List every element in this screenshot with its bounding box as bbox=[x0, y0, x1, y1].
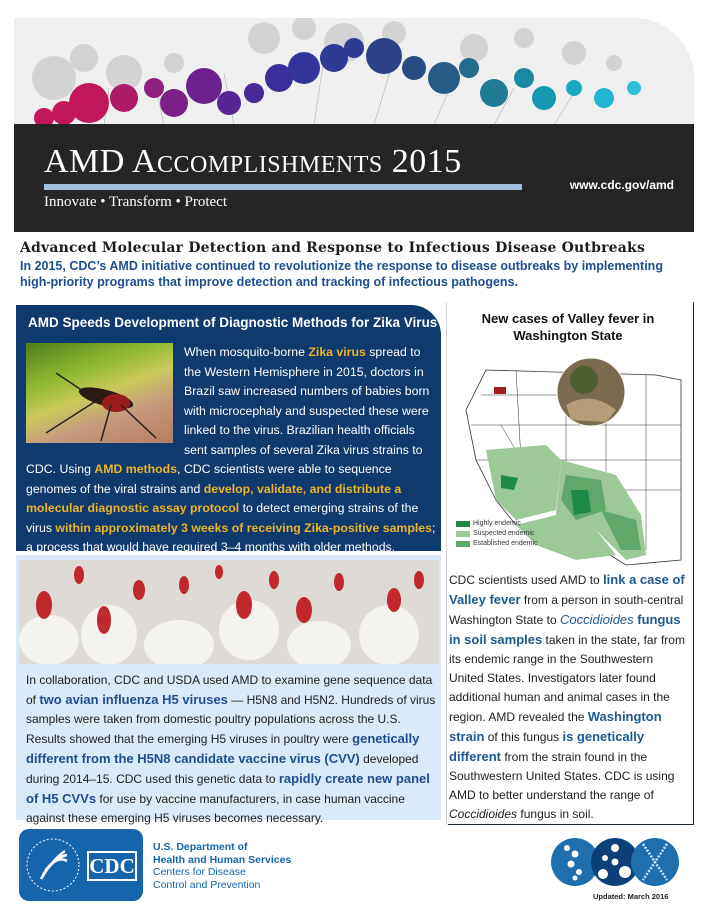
agency-name: U.S. Department of Health and Human Services Centers for Disease Control and Prevention bbox=[153, 841, 292, 891]
highlight-3-weeks: within approximately 3 weeks of receiving Zika-positive samples bbox=[55, 520, 432, 535]
section-headline: Advanced Molecular Detection and Response to Infectious Disease Outbreaks bbox=[20, 240, 646, 256]
highlight-is-genetically-different: is genetically different bbox=[449, 729, 645, 764]
site-url-link[interactable]: www.cdc.gov/amd bbox=[569, 178, 674, 192]
highlight-assay-protocol: develop, validate, and distribute a molecular diagnostic assay protocol bbox=[26, 481, 402, 515]
highlight-soil-samples: fungus in soil samples bbox=[449, 612, 681, 647]
valley-fever-title: New cases of Valley fever in Washington State bbox=[481, 311, 655, 343]
hhs-cdc-logo[interactable] bbox=[19, 829, 143, 901]
avian-flu-body-text: In collaboration, CDC and USDA used AMD to examine gene sequence data of two avian influenza H5 viruses — H5N8 and H5N2. Hundreds of virus samples were taken from domestic poultry populations across the U.S. Results showed that the emerging H5 viruses in poultry were genetically different from the H5N8 candidate vaccine virus (CVV) developed during 2014–15. CDC used this genetic data to rapidly create new panel of H5 CVVs for use by vaccine manufacturers, in case human vaccine against these emerging H5 viruses becomes necessary. bbox=[26, 673, 436, 825]
banner-molecule-art bbox=[14, 18, 694, 125]
highlight-amd-methods: AMD methods bbox=[94, 462, 178, 476]
title-divider bbox=[44, 184, 522, 190]
zika-body-text: When mosquito-borne Zika virus spread to the Western Hemisphere in 2015, doctors in Brazil saw increased numbers of babies born with microcephaly and suspected these were linked to the virus. Brazilian health officials sent samples of several Zika virus strains to CDC. Using AMD methods, CDC scientists were able to sequence genomes of the viral strains and develop, validate, and distribute a molecular diagnostic assay protocol to detect emerging strains of the virus within approximately 3 weeks of receiving Zika-positive samples; a process that would have required 3–4 months with older methods. bbox=[26, 345, 436, 554]
valley-fever-body-text: CDC scientists used AMD to link a case of Valley fever from a person in south-central Washington State to Coccidioides fungus in soil samples taken in the state, far from its endemic range in the Southwestern United States. Investigators later found additional human and animal cases in the region. AMD revealed the Washington strain of this fungus is genetically different from the strain found in the Southwestern United States. CDC is using AMD to better understand the range of Coccidioides fungus in soil. bbox=[449, 572, 685, 821]
updated-date: Updated: March 2016 bbox=[593, 892, 669, 901]
highlight-new-cvv-panel: rapidly create new panel of H5 CVVs bbox=[26, 771, 430, 806]
zika-title: AMD Speeds Development of Diagnostic Methods for Zika Virus bbox=[28, 315, 438, 330]
zika-panel bbox=[16, 305, 441, 554]
highlight-zika-virus: Zika virus bbox=[308, 345, 366, 359]
tagline: Innovate • Transform • Protect bbox=[44, 194, 227, 210]
turkeys-photo bbox=[19, 560, 439, 664]
legend-item: Suspected endemic bbox=[456, 530, 538, 537]
legend-item: Highly endemic bbox=[456, 520, 538, 527]
page-title: AMD Accomplishments 2015 bbox=[44, 143, 462, 180]
map-legend bbox=[456, 520, 538, 550]
legend-item: Established endemic bbox=[456, 540, 538, 547]
valley-fever-panel bbox=[448, 302, 694, 825]
header-banner bbox=[14, 124, 694, 232]
highlight-avian-influenza: two avian influenza H5 viruses bbox=[39, 692, 228, 707]
intro-paragraph: In 2015, CDC’s AMD initiative continued to revolutionize the response to disease outbreaks by implementing high-priority programs that improve detection and tracking of infectious pathogens. bbox=[20, 259, 663, 289]
highlight-washington-strain: Washington strain bbox=[449, 709, 662, 744]
avian-flu-panel bbox=[16, 555, 441, 825]
amd-icon-group bbox=[551, 836, 681, 893]
highlight-valley-fever-link: link a case of Valley fever bbox=[449, 572, 685, 607]
cdc-wordmark: CDC bbox=[87, 851, 137, 881]
highlight-genetically-different: genetically different from the H5N8 candidate vaccine virus (CVV) bbox=[26, 731, 420, 766]
